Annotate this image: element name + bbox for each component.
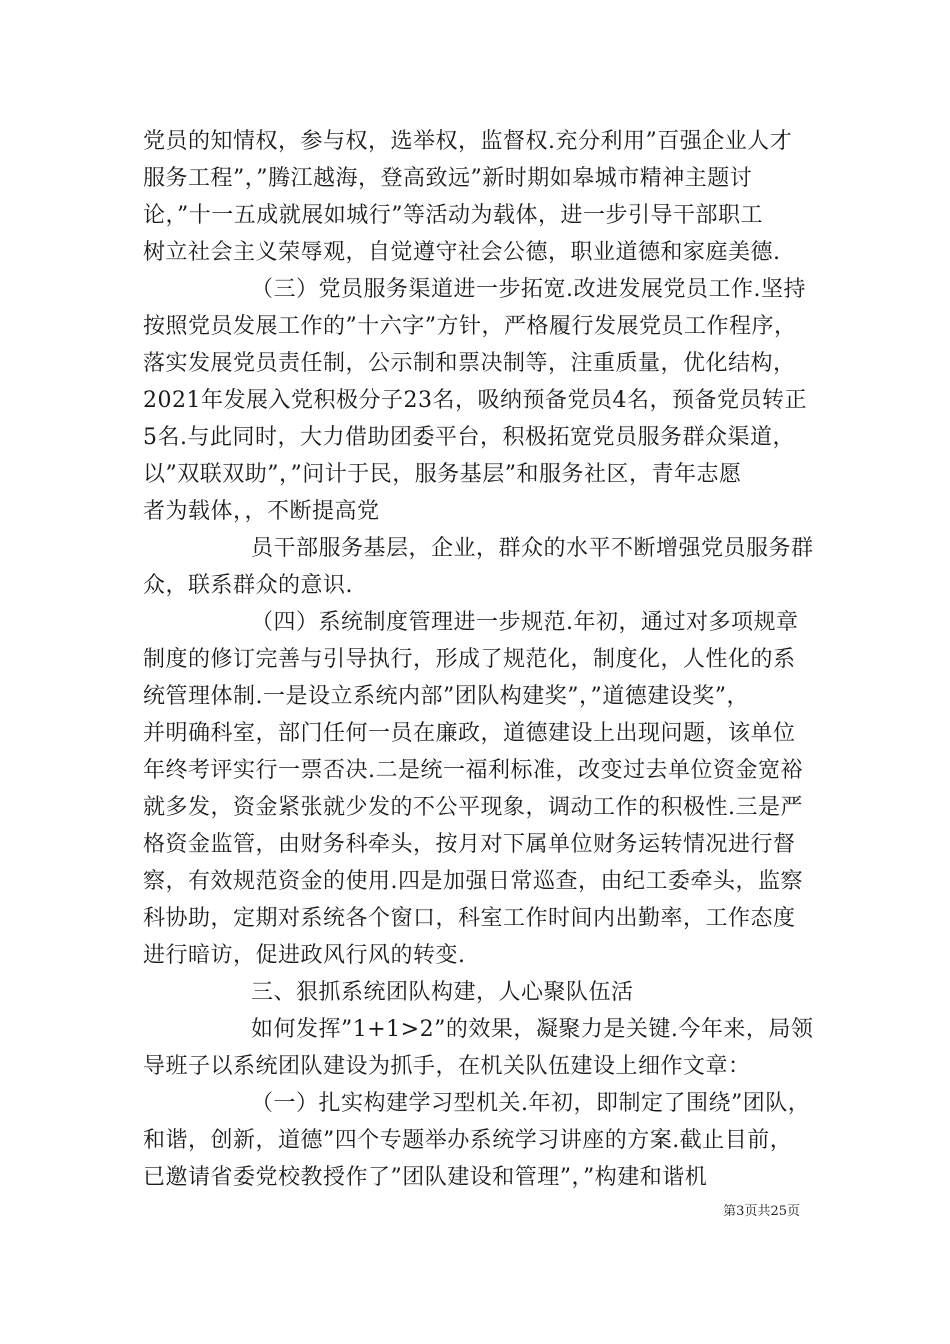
text-line: 党员的知情权，参与权，选举权，监督权.充分利用”百强企业人才 bbox=[143, 129, 793, 154]
text-line: 服务工程”，”腾江越海，登高致远”新时期如皋城市精神主题讨 bbox=[143, 166, 753, 191]
text-line: 者为载体，，不断提高党 bbox=[143, 499, 380, 524]
text-line: 统管理体制.一是设立系统内部”团队构建奖”，”道德建设奖”， bbox=[143, 684, 749, 709]
text-line: 以”双联双助”，”问计于民，服务基层”和服务社区，青年志愿 bbox=[143, 462, 742, 487]
text-line: 并明确科室，部门任何一员在廉政，道德建设上出现问题，该单位 bbox=[143, 721, 796, 746]
text-line: 2021年发展入党积极分子23名，吸纳预备党员4名，预备党员转正 bbox=[143, 388, 807, 413]
text-line: 进行暗访，促进政风行风的转变. bbox=[143, 943, 466, 968]
paragraph-start: （一）扎实构建学习型机关.年初，即制定了围绕”团队， bbox=[251, 1091, 811, 1116]
text-line: 落实发展党员责任制，公示制和票决制等，注重质量，优化结构， bbox=[143, 351, 796, 376]
text-line: 众，联系群众的意识. bbox=[143, 573, 353, 598]
text-line: 察，有效规范资金的使用.四是加强日常巡查，由纪工委牵头，监察 bbox=[143, 869, 803, 894]
text-line: 就多发，资金紧张就少发的不公平现象，调动工作的积极性.三是严 bbox=[143, 795, 803, 820]
text-line: 格资金监管，由财务科牵头，按月对下属单位财务运转情况进行督 bbox=[143, 832, 796, 857]
section-heading: 三、狠抓系统团队构建，人心聚队伍活 bbox=[251, 980, 634, 1005]
paragraph-start: （四）系统制度管理进一步规范.年初，通过对多项规章 bbox=[251, 610, 799, 635]
text-line: 年终考评实行一票否决.二是统一福利标准，改变过去单位资金宽裕 bbox=[143, 758, 803, 783]
text-line: 树立社会主义荣辱观，自觉遵守社会公德，职业道德和家庭美德. bbox=[143, 240, 781, 265]
text-line: 导班子以系统团队建设为抓手，在机关队伍建设上细作文章： bbox=[143, 1054, 751, 1079]
text-line: 5名.与此同时，大力借助团委平台，积极拓宽党员服务群众渠道， bbox=[143, 425, 795, 450]
paragraph-start: 员干部服务基层，企业，群众的水平不断增强党员服务群 bbox=[251, 536, 814, 561]
text-line: 已邀请省委党校教授作了”团队建设和管理”，”构建和谐机 bbox=[143, 1165, 708, 1190]
text-line: 制度的修订完善与引导执行，形成了规范化，制度化，人性化的系 bbox=[143, 647, 796, 672]
text-line: 和谐，创新，道德”四个专题举办系统学习讲座的方案.截止目前， bbox=[143, 1128, 793, 1153]
page-number: 第3页共25页 bbox=[723, 1204, 800, 1219]
text-line: 按照党员发展工作的”十六字”方针，严格履行发展党员工作程序， bbox=[143, 314, 797, 339]
text-line: 科协助，定期对系统各个窗口，科室工作时间内出勤率，工作态度 bbox=[143, 906, 796, 931]
paragraph-start: （三）党员服务渠道进一步拓宽.改进发展党员工作.坚持 bbox=[251, 277, 806, 302]
paragraph-start: 如何发挥”1+1>2”的效果，凝聚力是关键.今年来，局领 bbox=[251, 1017, 814, 1042]
text-line: 论，”十一五成就展如城行”等活动为载体，进一步引导干部职工 bbox=[143, 203, 763, 228]
